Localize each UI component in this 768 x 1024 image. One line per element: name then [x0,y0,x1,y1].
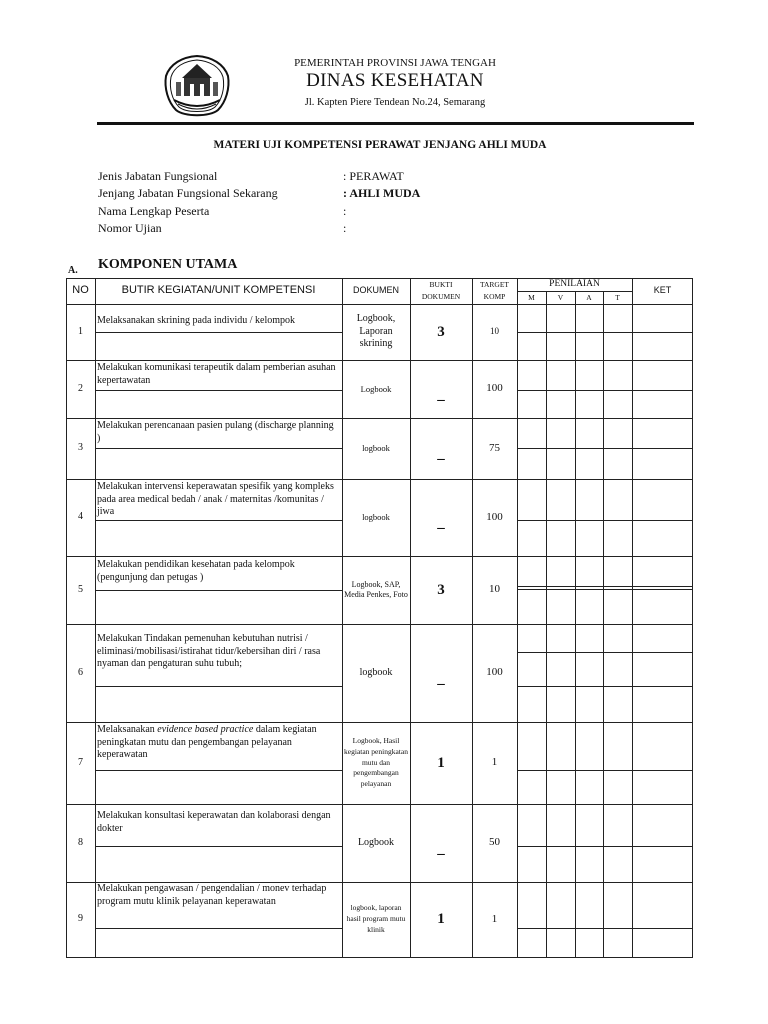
row-6-target: 100 [486,666,503,679]
row-4-doc: logbook [362,512,390,523]
header-a: A [586,293,592,303]
row-7-desc-pre: Melaksanakan [97,724,158,735]
section-letter: A. [68,265,78,276]
header-bukti-line2: DOKUMEN [421,292,461,302]
row-9-bukti: 1 [437,911,445,928]
info-label-nama: Nama Lengkap Peserta [98,204,210,218]
score-subline [517,448,693,449]
row-6-desc: Melakukan Tindakan pemenuhan kebutuhan nutrisi / eliminasi/mobilisasi/istirahat tidur/kebersihan diri / rasa nyaman dan pengaturan suhu tubuh; [97,633,321,669]
row-2-bukti: _ [437,386,445,403]
info-label-jenjang: Jenjang Jabatan Fungsional Sekarang [98,186,278,200]
row-2-no: 2 [78,382,83,394]
row-7-no: 7 [78,756,83,768]
header-target-line1: TARGET [480,280,509,290]
header-v: V [557,293,564,303]
header-butir: BUTIR KEGIATAN/UNIT KOMPETENSI [121,284,316,297]
butir-subline [95,520,342,521]
table-border-bottom [66,957,693,958]
header-dokumen: DOKUMEN [352,285,399,296]
info-value-nama: : [343,204,347,218]
row-9-desc: Melakukan pengawasan / pengendalian / monev terhadap program mutu klinik pelayanan keperawatan [97,883,327,907]
col-line-penilaian [632,278,633,958]
row-9-target: 1 [491,912,498,925]
row-5-doc: Logbook, SAP, Media Penkes, Foto [344,580,408,599]
row-3-bukti: _ [437,446,445,463]
row-1-desc: Melaksanakan skrining pada individu / kelompok [97,315,296,326]
row-6-doc: logbook [359,666,393,678]
document-title: MATERI UJI KOMPETENSI PERAWAT JENJANG AHLI MUDA [213,139,547,151]
row-6-no: 6 [78,666,83,678]
score-subline [517,586,693,587]
row-8-doc: Logbook [357,836,395,848]
row-8-desc: Melakukan konsultasi keperawatan dan kolaborasi dengan dokter [97,810,331,834]
row-5-desc: Melakukan pendidikan kesehatan pada kelompok (pengunjung dan petugas ) [97,559,295,583]
butir-subline [95,448,342,449]
row-9-no: 9 [78,913,83,925]
score-subline [517,928,693,929]
info-value-jenjang: : AHLI MUDA [343,186,421,200]
row-8-target: 50 [489,836,500,849]
competency-table [66,278,693,958]
row-1-target: 10 [490,326,499,337]
header-agency-name: DINAS KESEHATAN [306,70,484,91]
col-line-target [517,278,518,958]
row-1-doc: Logbook, Laporan skrining [356,313,396,350]
butir-subline [95,332,342,333]
info-label-nomor: Nomor Ujian [98,221,162,235]
row-7-desc-post: dalam kegiatan peningkatan mutu dan pengembangan pelayanan keperawatan [97,724,317,760]
info-value-jenis: : PERAWAT [343,169,404,183]
row-7-desc [97,724,337,762]
butir-subline [95,390,342,391]
score-subline [517,589,693,590]
row-9-doc: logbook, laporan hasil program mutu klinik [346,903,406,934]
section-title: KOMPONEN UTAMA [98,257,238,272]
row-8-no: 8 [78,836,83,848]
score-subline [517,390,693,391]
header-t: T [615,293,620,303]
row-1-no: 1 [78,325,83,337]
row-3-doc: logbook [362,443,390,454]
row-4-no: 4 [78,511,83,523]
row-3-target: 75 [489,441,500,454]
row-1-bukti: 3 [437,323,445,340]
header-address: Jl. Kapten Piere Tendean No.24, Semarang [304,97,486,108]
header-target-line2: KOMP [483,292,506,302]
header-divider [97,122,694,125]
butir-subline [95,770,342,771]
score-subline [517,652,693,653]
row-2-doc: Logbook [360,383,392,394]
row-4-bukti: _ [437,515,445,532]
header-penilaian: PENILAIAN [549,278,600,289]
score-subline [517,332,693,333]
header-no: NO [72,284,89,297]
score-subline [517,520,693,521]
row-6-bukti: _ [437,670,445,687]
row-8-bukti: _ [437,840,445,857]
row-4-desc: Melakukan intervensi keperawatan spesifik yang kompleks pada area medical bedah / anak / maternitas /komunitas / jiwa [97,481,334,517]
butir-subline [95,590,342,591]
score-subline [517,846,693,847]
header-ket: KET [653,285,672,296]
table-border-right [692,278,693,958]
row-4-target: 100 [486,510,503,523]
butir-subline [95,686,342,687]
header-m: M [528,293,535,303]
row-3-no: 3 [78,442,83,454]
butir-subline [95,928,342,929]
row-3-desc: Melakukan perencanaan pasien pulang (discharge planning ) [97,420,334,444]
row-2-target: 100 [486,382,503,395]
header-government-line: PEMERINTAH PROVINSI JAWA TENGAH [294,57,496,69]
row-7-bukti: 1 [437,754,445,771]
col-line-no [95,278,96,958]
row-7-target: 1 [491,756,498,769]
score-subline [517,686,693,687]
row-5-target: 10 [489,583,500,596]
score-subline [517,770,693,771]
row-2-desc: Melakukan komunikasi terapeutik dalam pemberian asuhan kepertawatan [97,362,336,386]
row-5-bukti: 3 [437,581,445,598]
info-label-jenis: Jenis Jabatan Fungsional [98,169,218,183]
header-bukti-line1: BUKTI [429,280,453,290]
butir-subline [95,846,342,847]
row-7-doc: Logbook, Hasil kegiatan peningkatan mutu dan pengembangan pelayanan [344,735,408,789]
row-5-no: 5 [78,583,83,595]
row-7-desc-emphasis: evidence based practice [157,724,254,735]
info-value-nomor: : [343,221,347,235]
